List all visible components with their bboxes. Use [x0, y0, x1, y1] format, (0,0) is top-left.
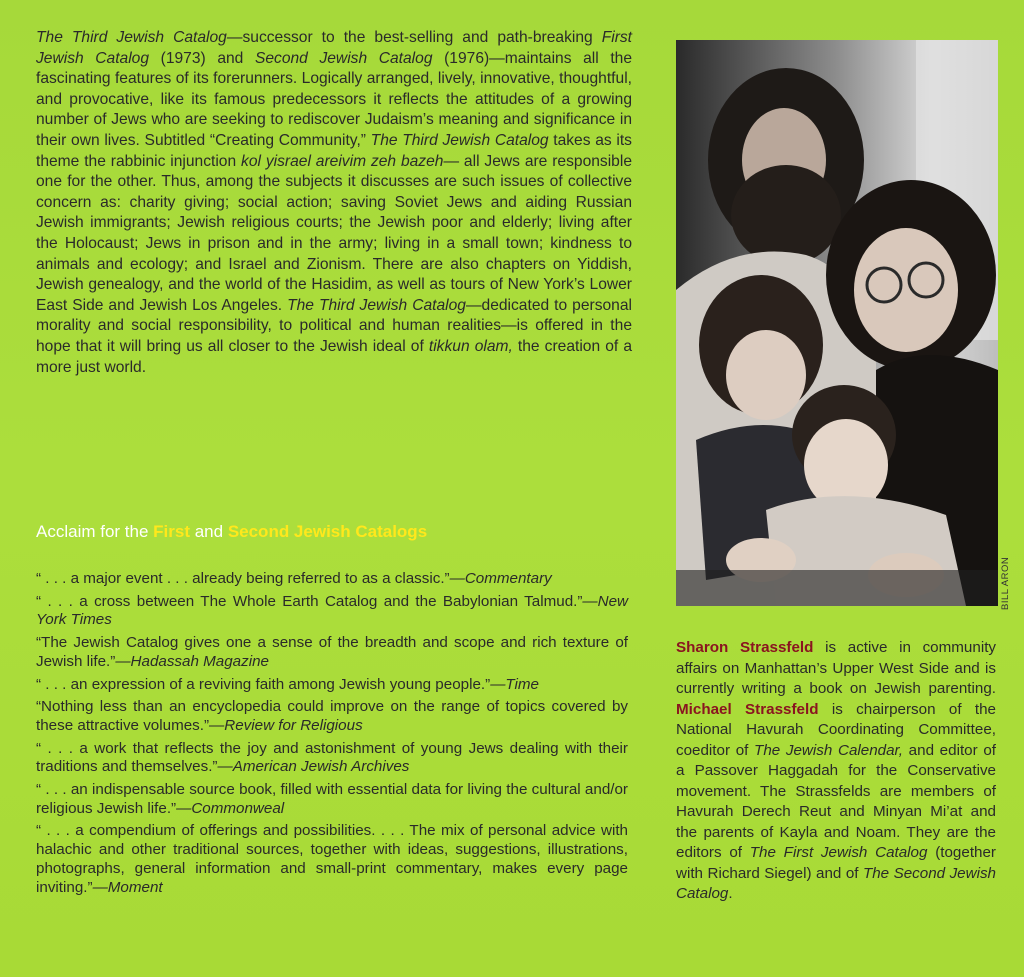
book-title: The Third Jewish Catalog — [287, 296, 466, 314]
book-title: The Third Jewish Catalog — [370, 131, 549, 149]
quote-item: “The Jewish Catalog gives one a sense of the breadth and scope and rich texture of Jewish life.”—Hadassah Magazine — [36, 634, 628, 670]
hebrew-phrase: kol yisrael areivim zeh bazeh — [241, 152, 444, 170]
quote-item: “ . . . a work that reflects the joy and astonishment of young Jews dealing with their traditions and themselves.”—American Jewish Archives — [36, 739, 628, 776]
authors-bio: Sharon Strassfeld is active in community affairs on Manhattan’s Upper West Side and is currently writing a book on Jewish parenting. Michael Strassfeld is chairperson of the National Havurah Coordinating Committee, coeditor of The Jewish Calendar, and editor of a Passover Haggadah for the Conservative movement. The Strassfelds are members of Havurah Derech Reut and Minyan Mi’at and the parents of Kayla and Noam. They are the editors of The First Jewish Catalog (together with Richard Siegel) and of The Second Jewish Catalog. — [676, 639, 997, 902]
quote-source: —Review for Religious — [209, 716, 363, 734]
book-title: The First Jewish Catalog — [749, 844, 928, 861]
book-title: First Jewish Catalog — [36, 29, 633, 67]
quote-item: “ . . . an expression of a reviving faith among Jewish young people.”—Time — [36, 675, 539, 693]
acclaim-heading: Acclaim for the First and Second Jewish Catalogs — [36, 522, 428, 541]
quote-source: —Hadassah Magazine — [115, 652, 269, 670]
book-title: The Third Jewish Catalog — [36, 29, 227, 46]
quote-source: —American Jewish Archives — [217, 758, 410, 776]
quote-item: “ . . . an indispensable source book, filled with essential data for living the cultural and/or religious Jewish life.”—Commonweal — [36, 781, 628, 817]
intro-paragraph: The Third Jewish Catalog—successor to the best-selling and path-breaking First Jewish Catalog (1973) and Second Jewish Catalog (1976)—maintains all the fascinating features of its forerunners. Logically arranged, lively, innovative, thoughtful, and provocative, like its famous predecessors it reflects the attitudes of a growing number of Jews who are seeking to rediscover Judaism’s meaning and significance in their own lives. Subtitled “Creating Community,” The Third Jewish Catalog takes as its theme the rabbinic injunction kol yisrael areivim zeh bazeh— all Jews are responsible one for the other. Thus, among the subjects it discusses are such issues of collective concern as: charity giving; social action; saving Soviet Jews and aiding Russian Jewish immigrants; Jewish religious courts; the Jewish poor and elderly; living after the Holocaust; Jews in prison and in the army; living in a small town; kindness to animals and ecology; and Israel and Zionism. There are also chapters on Yiddish, Jewish genealogy, and the world of the Hasidim, as well as tours of New York’s Lower East Side and Jewish Los Angeles. The Third Jewish Catalog—dedicated to personal morality and social responsibility, to political and human realities—is offered in the hope that it will bring us all closer to the Jewish ideal of tikkun olam, the creation of a more just world. — [36, 29, 633, 376]
author-name: Sharon Strassfeld — [676, 639, 814, 656]
acclaim-quotes — [36, 570, 628, 901]
quote-source: —Time — [490, 675, 539, 693]
author-name: Michael Strassfeld — [676, 700, 819, 718]
quote-source: —Commonweal — [176, 799, 285, 817]
book-title: The Second Jewish Catalog — [676, 864, 996, 902]
quote-item: “Nothing less than an encyclopedia could improve on the range of topics covered by these attractive volumes.”—Review for Religious — [36, 698, 628, 734]
book-title: The Jewish Calendar, — [754, 741, 903, 759]
quote-source: —Moment — [92, 878, 163, 896]
book-title: Second Jewish Catalog — [254, 49, 433, 67]
hebrew-phrase: tikkun olam, — [428, 337, 513, 355]
quote-source: —New York Times — [36, 592, 628, 629]
quote-item: “ . . . a compendium of offerings and possibilities. . . . The mix of personal advice with halachic and other traditional sources, together with ideas, suggestions, illustrations, photographs, general information and small-print commentary, makes every page inviting.”—Moment — [36, 822, 628, 896]
quote-source: —Commentary — [449, 570, 552, 587]
family-photo — [676, 40, 998, 606]
family-photo-image — [676, 40, 998, 606]
quote-item: “ . . . a major event . . . already being referred to as a classic.”—Commentary — [36, 570, 552, 587]
quote-item: “ . . . a cross between The Whole Earth Catalog and the Babylonian Talmud.”—New York Times — [36, 592, 628, 629]
photo-credit: BILL ARON — [1000, 556, 1011, 610]
